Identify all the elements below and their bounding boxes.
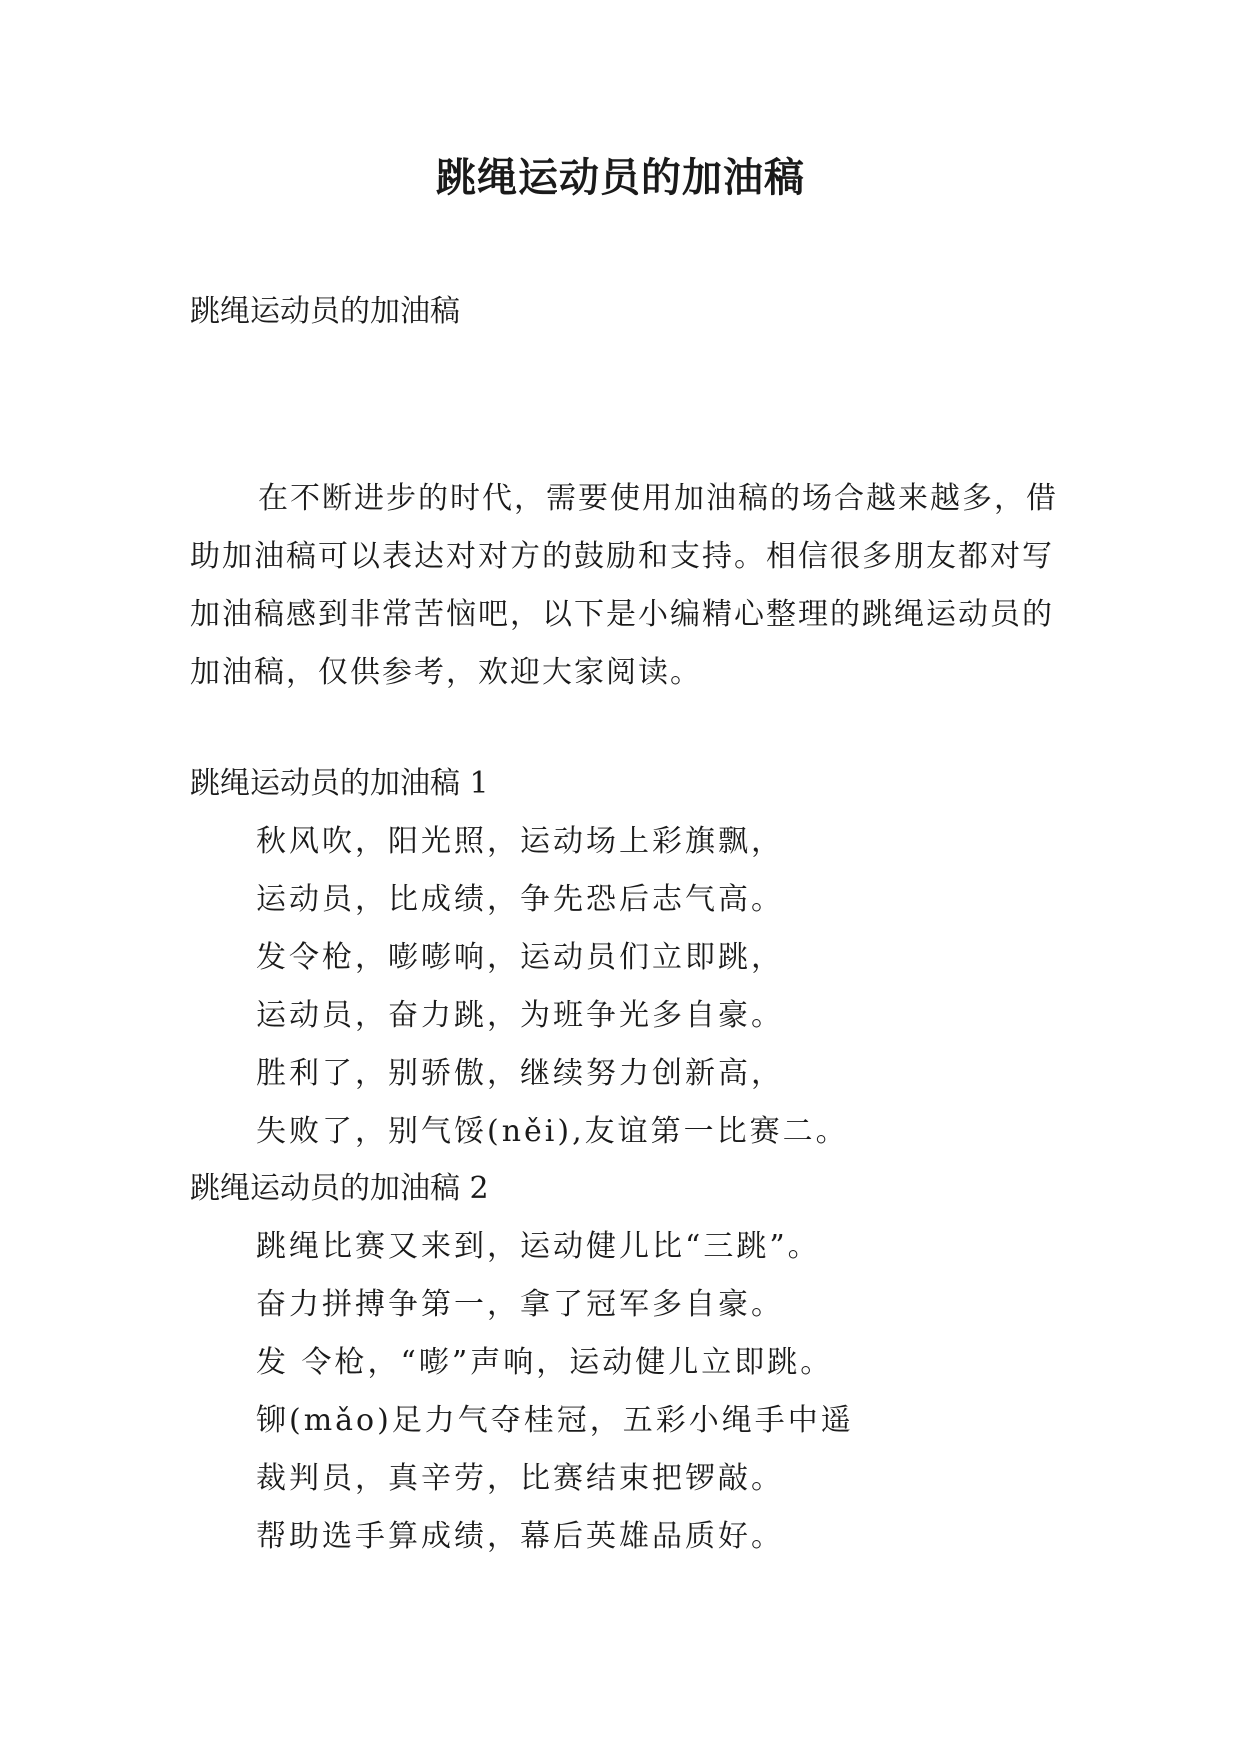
- verse-line: 帮助选手算成绩，幕后英雄品质好。: [256, 1519, 784, 1554]
- verse-list: [190, 1218, 1070, 1566]
- verse-line: 铆(mǎo)足力气夺桂冠，五彩小绳手中遥: [256, 1403, 854, 1438]
- verse-line: 裁判员，真辛劳，比赛结束把锣敲。: [256, 1461, 784, 1496]
- verse-line: 发令枪，嘭嘭响，运动员们立即跳，: [256, 940, 784, 975]
- verse-line: 失败了，别气馁(něi),友谊第一比赛二。: [256, 1114, 849, 1149]
- document-title: 跳绳运动员的加油稿: [436, 155, 805, 201]
- verse-line: 运动员，奋力跳，为班争光多自豪。: [256, 998, 784, 1033]
- verse-line: 发 令枪，“嘭”声响，运动健儿立即跳。: [256, 1345, 834, 1380]
- section-heading: 跳绳运动员的加油稿 2: [190, 1171, 489, 1206]
- section-heading: 跳绳运动员的加油稿 1: [190, 766, 489, 801]
- verse-line: 秋风吹，阳光照，运动场上彩旗飘，: [256, 824, 784, 859]
- verse-list: [190, 813, 1070, 1161]
- intro-paragraph: 在不断进步的时代，需要使用加油稿的场合越来越多，借助加油稿可以表达对对方的鼓励和支持。相信很多朋友都对写加油稿感到非常苦恼吧，以下是小编精心整理的跳绳运动员的加油稿，仅供参考，欢迎大家阅读。: [190, 481, 1058, 690]
- cheer-section-1: [190, 755, 1070, 1161]
- document-subtitle: 跳绳运动员的加油稿: [190, 294, 460, 329]
- verse-line: 跳绳比赛又来到，运动健儿比“三跳”。: [256, 1229, 821, 1264]
- verse-line: 运动员，比成绩，争先恐后志气高。: [256, 882, 784, 917]
- cheer-section-2: [190, 1160, 1070, 1566]
- verse-line: 奋力拼搏争第一，拿了冠军多自豪。: [256, 1287, 784, 1322]
- verse-line: 胜利了，别骄傲，继续努力创新高，: [256, 1056, 784, 1091]
